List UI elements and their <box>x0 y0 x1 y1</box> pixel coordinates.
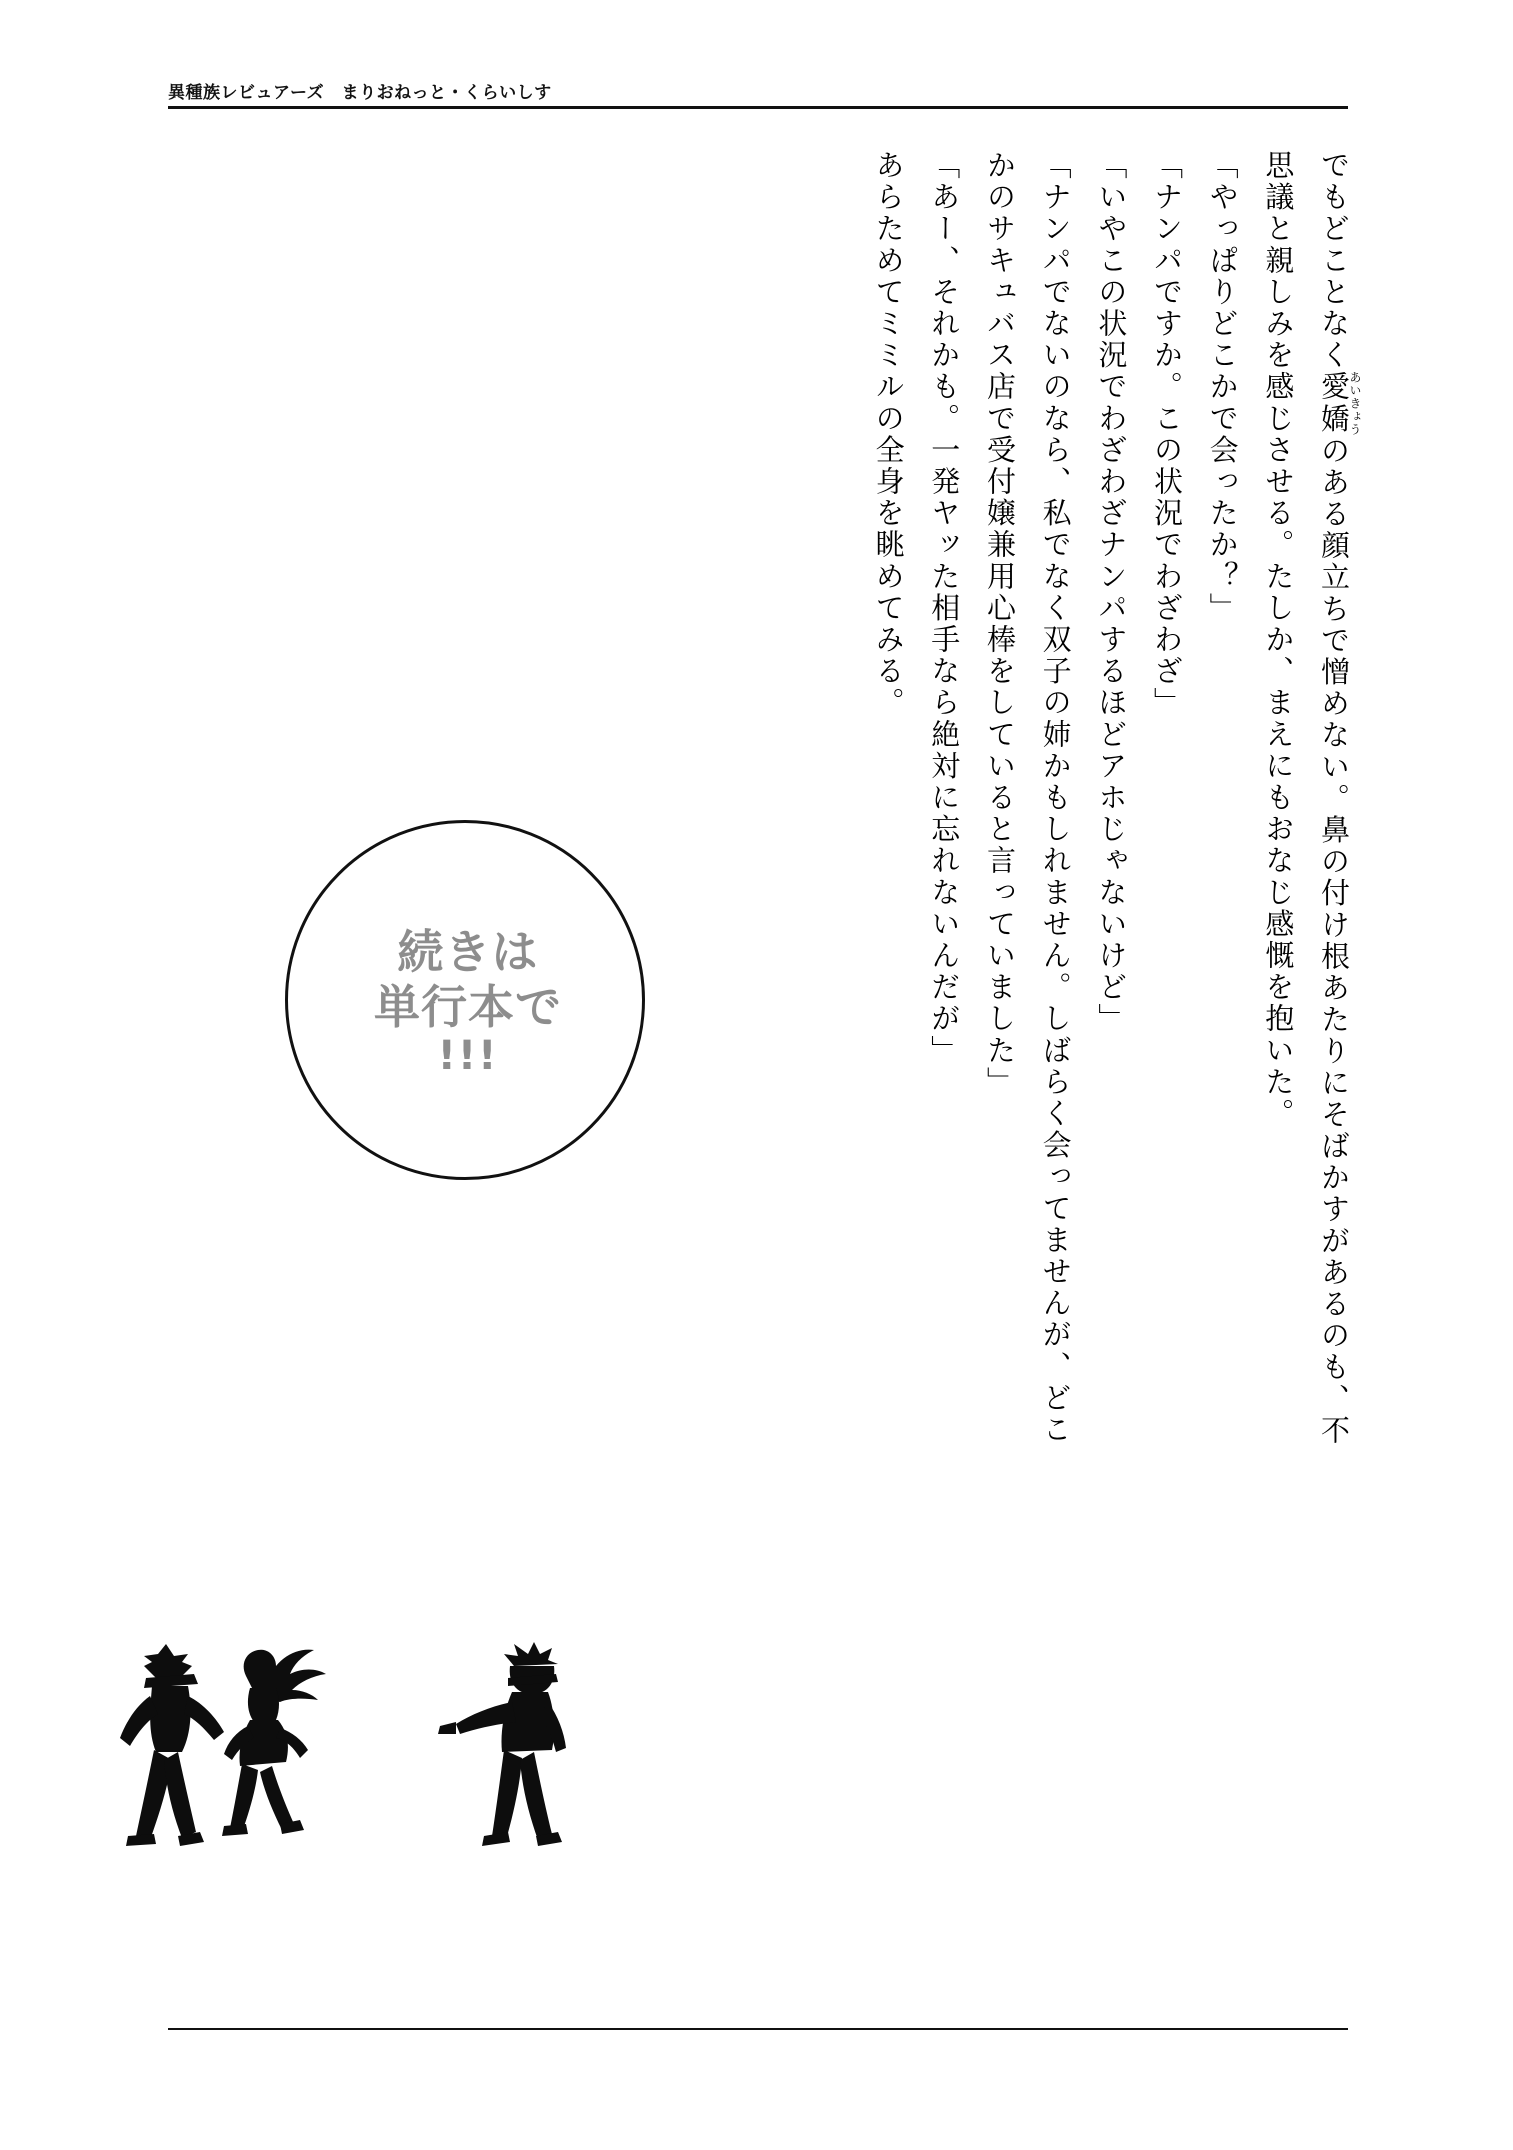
continued-in-volume-stamp <box>285 820 645 1180</box>
right-pointing-figure-icon <box>438 1642 566 1846</box>
paragraph-6: 「あー、それかも。一発ヤッた相手なら絶対に忘れないんだが」 <box>927 150 962 1067</box>
paragraph-1: でもどことなく愛嬌あいきょうのある顔立ちで憎めない。鼻の付け根あたりにそばかすがあるのも、不思議と親しみを感じさせる。たしか、まえにもおなじ感慨を抱いた。 <box>1261 150 1362 1447</box>
paragraph-5: 「ナンパでないのなら、私でなく双子の姉かもしれません。しばらく会ってませんが、どこかのサキュバス店で受付嬢兼用心棒をしていると言っていました」 <box>982 150 1073 1446</box>
running-title: 異種族レビュアーズ まりおねっと・くらいしす <box>168 83 552 103</box>
silhouette-svg <box>100 1640 800 1940</box>
paragraph-3: 「ナンパですか。この状況でわざわざ」 <box>1149 150 1184 719</box>
header-divider <box>168 106 1348 109</box>
stamp-line-3: !!! <box>437 1033 499 1080</box>
ruby-base: 愛嬌 <box>1317 370 1351 436</box>
left-group-two-running-figures-icon <box>120 1644 326 1846</box>
stamp-text-group <box>288 823 648 1183</box>
paragraph-7: あらためてミミルの全身を眺めてみる。 <box>871 150 906 719</box>
paragraph-4: 「いやこの状況でわざわざナンパするほどアホじゃないけど」 <box>1094 150 1129 1035</box>
stamp-line-2: 単行本で <box>374 980 562 1035</box>
ruby-reading: あいきょう <box>1348 370 1362 436</box>
silhouette-illustration <box>100 1640 800 1940</box>
ruby-aikyou <box>1317 370 1362 436</box>
novel-body-text <box>860 150 1361 1450</box>
paragraph-2: 「やっぱりどこかで会ったか？」 <box>1205 150 1240 624</box>
footer-divider <box>168 2028 1348 2030</box>
stamp-line-1: 続きは <box>397 924 539 979</box>
page-header <box>168 78 1348 112</box>
